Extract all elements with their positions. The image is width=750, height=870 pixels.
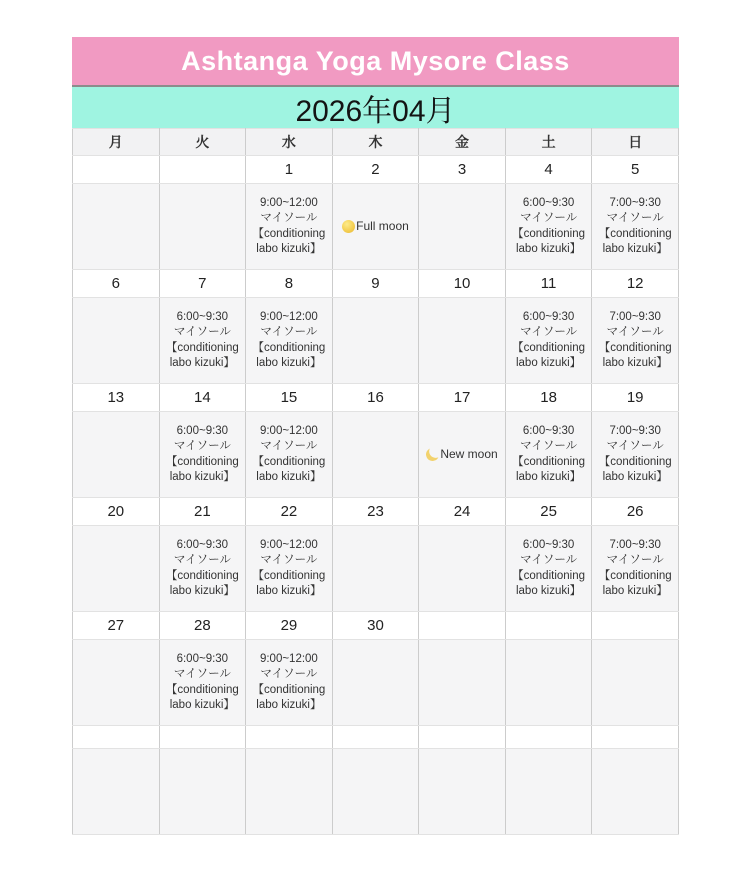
- empty-event-cell: [419, 526, 506, 612]
- week-2-event-row: [73, 298, 679, 384]
- date-cell: 19: [592, 384, 679, 412]
- date-cell: 13: [73, 384, 160, 412]
- date-cell: [505, 726, 592, 749]
- event-name: マイソール: [260, 668, 318, 681]
- empty-event-cell: [419, 298, 506, 384]
- crescent-moon-icon: [425, 446, 441, 462]
- date-cell: 4: [505, 156, 592, 184]
- event-time: 7:00~9:30: [609, 311, 661, 324]
- week-3-date-row: [73, 384, 679, 412]
- date-cell: [592, 726, 679, 749]
- event-time: 6:00~9:30: [522, 539, 575, 552]
- calendar-table: [72, 128, 679, 835]
- date-cell: 10: [419, 270, 506, 298]
- event-time: 6:00~9:30: [176, 653, 229, 666]
- event-venue: 【conditioning labo kizuki】: [252, 227, 326, 255]
- empty-event-cell: [332, 298, 419, 384]
- date-cell: 2: [332, 156, 419, 184]
- moon-event: [333, 219, 419, 235]
- empty-event-cell: [246, 749, 333, 835]
- date-cell: 5: [592, 156, 679, 184]
- event-venue: 【conditioning labo kizuki】: [252, 569, 326, 597]
- event-venue: 【conditioning labo kizuki】: [165, 455, 239, 483]
- class-event-cell: [159, 298, 246, 384]
- class-event-cell: [246, 640, 333, 726]
- date-cell: 3: [419, 156, 506, 184]
- week-4-event-row: [73, 526, 679, 612]
- date-cell: 15: [246, 384, 333, 412]
- date-cell: [592, 612, 679, 640]
- date-cell: 22: [246, 498, 333, 526]
- event-time: 9:00~12:00: [259, 197, 318, 210]
- weekday-header-2: 水: [246, 129, 333, 156]
- event-name: マイソール: [173, 554, 231, 567]
- date-cell: 16: [332, 384, 419, 412]
- week-6-event-row: [73, 749, 679, 835]
- class-event-cell: [505, 412, 592, 498]
- date-cell: 18: [505, 384, 592, 412]
- event-name: マイソール: [260, 554, 318, 567]
- empty-event-cell: [332, 749, 419, 835]
- weekday-header-4: 金: [419, 129, 506, 156]
- empty-event-cell: [419, 640, 506, 726]
- calendar-title: Ashtanga Yoga Mysore Class: [181, 45, 570, 76]
- event-name: マイソール: [520, 326, 578, 339]
- date-cell: 17: [419, 384, 506, 412]
- class-event-cell: [246, 412, 333, 498]
- event-venue: 【conditioning labo kizuki】: [598, 341, 672, 369]
- event-name: マイソール: [260, 440, 318, 453]
- event-venue: 【conditioning labo kizuki】: [598, 455, 672, 483]
- moon-label: Full moon: [356, 218, 409, 233]
- class-event-cell: [592, 184, 679, 270]
- event-venue: 【conditioning labo kizuki】: [165, 569, 239, 597]
- empty-event-cell: [332, 640, 419, 726]
- class-event-cell: [505, 526, 592, 612]
- event-time: 9:00~12:00: [259, 539, 318, 552]
- weekday-header-6: 日: [592, 129, 679, 156]
- class-event-cell: [246, 184, 333, 270]
- weekday-header-3: 木: [332, 129, 419, 156]
- empty-event-cell: [332, 526, 419, 612]
- event-name: マイソール: [606, 212, 664, 225]
- date-cell: [419, 726, 506, 749]
- date-cell: 12: [592, 270, 679, 298]
- empty-event-cell: [159, 184, 246, 270]
- empty-event-cell: [505, 640, 592, 726]
- weekday-header-5: 土: [505, 129, 592, 156]
- week-6-date-row: [73, 726, 679, 749]
- class-event-cell: [159, 526, 246, 612]
- event-name: マイソール: [520, 440, 578, 453]
- date-cell: 9: [332, 270, 419, 298]
- moon-event: [419, 447, 505, 463]
- event-time: 6:00~9:30: [176, 425, 229, 438]
- event-time: 7:00~9:30: [609, 425, 661, 438]
- date-cell: 29: [246, 612, 333, 640]
- date-cell: 11: [505, 270, 592, 298]
- event-name: マイソール: [606, 440, 664, 453]
- event-name: マイソール: [173, 326, 231, 339]
- calendar-banner: [72, 37, 679, 87]
- moon-event-cell: [419, 412, 506, 498]
- event-name: マイソール: [173, 440, 231, 453]
- event-time: 6:00~9:30: [522, 197, 575, 210]
- event-venue: 【conditioning labo kizuki】: [512, 455, 586, 483]
- date-cell: [246, 726, 333, 749]
- date-cell: 26: [592, 498, 679, 526]
- date-cell: [419, 612, 506, 640]
- month-title: 2026年04月: [295, 94, 456, 128]
- date-cell: [73, 726, 160, 749]
- date-cell: 20: [73, 498, 160, 526]
- calendar-widget: [72, 37, 679, 835]
- event-time: 9:00~12:00: [259, 311, 318, 324]
- event-name: マイソール: [606, 554, 664, 567]
- month-band: [72, 87, 679, 128]
- event-venue: 【conditioning labo kizuki】: [165, 683, 239, 711]
- week-5-event-row: [73, 640, 679, 726]
- event-name: マイソール: [520, 554, 578, 567]
- class-event-cell: [159, 412, 246, 498]
- event-venue: 【conditioning labo kizuki】: [252, 683, 326, 711]
- event-time: 6:00~9:30: [522, 311, 575, 324]
- event-venue: 【conditioning labo kizuki】: [512, 227, 586, 255]
- event-venue: 【conditioning labo kizuki】: [598, 569, 672, 597]
- class-event-cell: [246, 526, 333, 612]
- event-name: マイソール: [520, 212, 578, 225]
- empty-event-cell: [332, 412, 419, 498]
- week-1-event-row: [73, 184, 679, 270]
- date-cell: [73, 156, 160, 184]
- event-time: 6:00~9:30: [176, 311, 229, 324]
- date-cell: 24: [419, 498, 506, 526]
- week-4-date-row: [73, 498, 679, 526]
- date-cell: 25: [505, 498, 592, 526]
- date-cell: [159, 726, 246, 749]
- date-cell: 28: [159, 612, 246, 640]
- date-cell: 14: [159, 384, 246, 412]
- event-name: マイソール: [260, 326, 318, 339]
- moon-event-cell: [332, 184, 419, 270]
- empty-event-cell: [73, 749, 160, 835]
- event-time: 6:00~9:30: [522, 425, 575, 438]
- empty-event-cell: [73, 526, 160, 612]
- date-cell: 21: [159, 498, 246, 526]
- class-event-cell: [592, 298, 679, 384]
- empty-event-cell: [505, 749, 592, 835]
- event-time: 9:00~12:00: [259, 653, 318, 666]
- weekday-header-1: 火: [159, 129, 246, 156]
- empty-event-cell: [73, 412, 160, 498]
- date-cell: 6: [73, 270, 160, 298]
- empty-event-cell: [592, 749, 679, 835]
- event-venue: 【conditioning labo kizuki】: [598, 227, 672, 255]
- class-event-cell: [592, 526, 679, 612]
- weekday-header-0: 月: [73, 129, 160, 156]
- class-event-cell: [246, 298, 333, 384]
- date-cell: [159, 156, 246, 184]
- event-time: 9:00~12:00: [259, 425, 318, 438]
- full-moon-icon: [342, 220, 355, 233]
- moon-label: New moon: [440, 446, 498, 461]
- date-cell: 27: [73, 612, 160, 640]
- event-name: マイソール: [173, 668, 231, 681]
- event-venue: 【conditioning labo kizuki】: [512, 569, 586, 597]
- event-time: 7:00~9:30: [609, 539, 661, 552]
- empty-event-cell: [159, 749, 246, 835]
- event-name: マイソール: [260, 212, 318, 225]
- event-time: 6:00~9:30: [176, 539, 229, 552]
- date-cell: 30: [332, 612, 419, 640]
- empty-event-cell: [73, 640, 160, 726]
- week-3-event-row: [73, 412, 679, 498]
- date-cell: [505, 612, 592, 640]
- date-cell: [332, 726, 419, 749]
- class-event-cell: [159, 640, 246, 726]
- weekday-header-row: [73, 129, 679, 156]
- event-venue: 【conditioning labo kizuki】: [252, 341, 326, 369]
- date-cell: 1: [246, 156, 333, 184]
- empty-event-cell: [73, 298, 160, 384]
- week-5-date-row: [73, 612, 679, 640]
- week-2-date-row: [73, 270, 679, 298]
- empty-event-cell: [419, 184, 506, 270]
- event-venue: 【conditioning labo kizuki】: [165, 341, 239, 369]
- week-1-date-row: [73, 156, 679, 184]
- empty-event-cell: [73, 184, 160, 270]
- date-cell: 7: [159, 270, 246, 298]
- event-time: 7:00~9:30: [609, 197, 661, 210]
- class-event-cell: [505, 298, 592, 384]
- class-event-cell: [505, 184, 592, 270]
- event-venue: 【conditioning labo kizuki】: [252, 455, 326, 483]
- event-venue: 【conditioning labo kizuki】: [512, 341, 586, 369]
- event-name: マイソール: [606, 326, 664, 339]
- date-cell: 23: [332, 498, 419, 526]
- class-event-cell: [592, 412, 679, 498]
- empty-event-cell: [592, 640, 679, 726]
- date-cell: 8: [246, 270, 333, 298]
- empty-event-cell: [419, 749, 506, 835]
